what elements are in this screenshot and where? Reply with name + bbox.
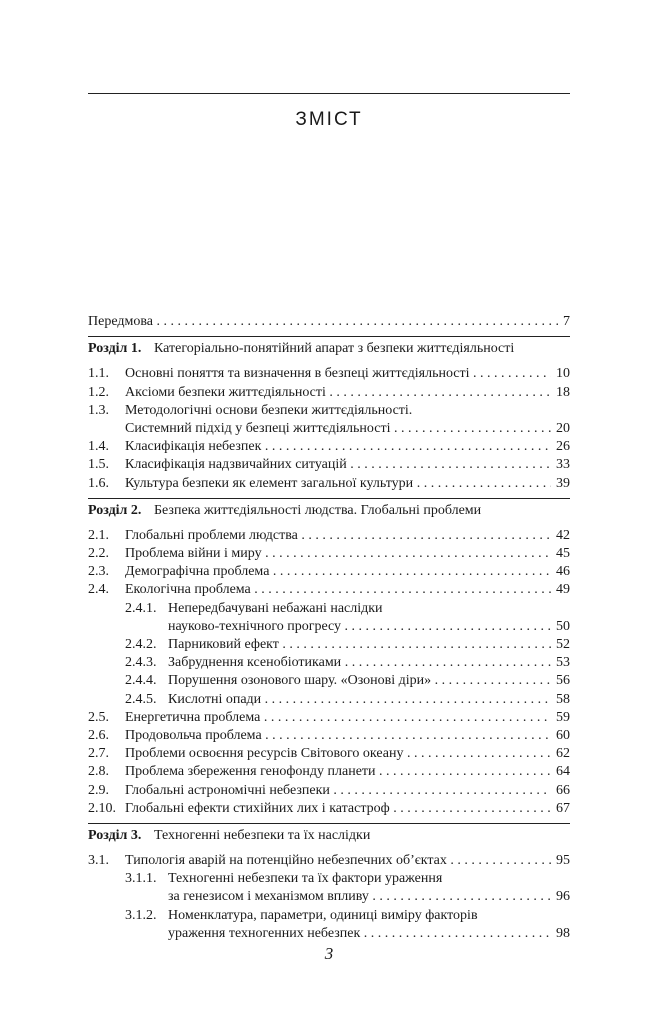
toc-entry-page: 26 <box>551 438 570 456</box>
toc-entry-page: 45 <box>551 545 570 563</box>
toc-entry-title: Демографічна проблема . . . <box>125 563 570 581</box>
toc-entry-page: 46 <box>551 563 570 581</box>
toc-entry-title: Глобальні ефекти стихійних лих і катастроф . . . <box>125 800 570 818</box>
toc-entry-page: 53 <box>551 654 570 672</box>
toc-subentry[interactable] <box>88 907 570 925</box>
toc-entry-number: 3.1. <box>88 853 109 869</box>
toc-entry[interactable] <box>88 456 570 474</box>
toc-entry-number: 2.10. <box>88 800 116 816</box>
toc-entry-number: 1.6. <box>88 475 109 491</box>
toc-subentry[interactable] <box>88 691 570 709</box>
section-heading-1[interactable] <box>88 340 570 358</box>
toc-entry-title: Енергетична проблема . . . <box>125 709 570 727</box>
toc-entry-page: 67 <box>551 800 570 818</box>
toc-entry-title: Культура безпеки як елемент загальної культури . . . <box>125 475 570 493</box>
toc-entry[interactable] <box>88 709 570 727</box>
toc-entry[interactable] <box>88 365 570 383</box>
toc-entry-number: 1.4. <box>88 439 109 455</box>
toc-entry-number: 2.4.2. <box>125 637 157 652</box>
toc-entry-title: Забруднення ксенобіотиками . . . <box>168 654 570 672</box>
toc-entry-preface[interactable] <box>88 313 570 331</box>
toc-entry-page: 59 <box>551 709 570 727</box>
section-divider <box>88 823 570 824</box>
section-divider <box>88 498 570 499</box>
toc-entry-number: 1.3. <box>88 402 109 418</box>
toc-entry-number: 2.7. <box>88 746 109 762</box>
section-number: Розділ 3. <box>88 827 142 843</box>
toc-entry-page: 98 <box>551 925 570 943</box>
toc-entry-number: 2.4.1. <box>125 600 157 616</box>
toc-entry-title: Продовольча проблема . . . <box>125 727 570 745</box>
toc-entry-number: 2.8. <box>88 764 109 780</box>
toc-entry-title: Непередбачувані небажані наслідки <box>168 600 383 616</box>
toc-entry-title-cont: Системний підхід у безпеці життєдіяльності . . . <box>125 420 570 438</box>
toc-entry-number: 2.4.5. <box>125 691 157 707</box>
toc-entry-number: 3.1.2. <box>125 907 157 923</box>
toc-entry-page: 62 <box>551 745 570 763</box>
toc-entry[interactable] <box>88 581 570 599</box>
toc-entry[interactable] <box>88 745 570 763</box>
toc-subentry[interactable] <box>88 636 570 654</box>
toc-entry-title: Аксіоми безпеки життєдіяльності . . . <box>125 384 570 402</box>
section-heading-3[interactable] <box>88 827 570 845</box>
toc-entry-number: 2.4.4. <box>125 673 157 689</box>
toc-entry-title: Методологічні основи безпеки життєдіяльності. <box>125 402 413 418</box>
toc-entry[interactable] <box>88 527 570 545</box>
section-number: Розділ 1. <box>88 341 142 357</box>
toc-entry-title: Проблеми освоєння ресурсів Світового океану . . . <box>125 745 570 763</box>
toc-entry-page: 18 <box>551 384 570 402</box>
toc-entry-number: 1.1. <box>88 366 109 382</box>
toc-entry-title-cont: науково-технічного прогресу . . . <box>168 618 570 636</box>
toc-entry-page: 95 <box>551 852 570 870</box>
toc-entry-title-cont: ураження техногенних небезпек . . . <box>168 925 570 943</box>
toc-subentry-continuation[interactable] <box>88 618 570 636</box>
toc-subentry[interactable] <box>88 654 570 672</box>
toc-entry-title: Екологічна проблема . . . <box>125 581 570 599</box>
toc-entry[interactable] <box>88 475 570 493</box>
toc-entry-continuation[interactable] <box>88 420 570 438</box>
section-number: Розділ 2. <box>88 502 142 518</box>
toc-entry-page: 96 <box>551 888 570 906</box>
toc-entry[interactable] <box>88 800 570 818</box>
toc-entry[interactable] <box>88 852 570 870</box>
toc-entry-title: Типологія аварій на потенційно небезпечних об’єктах . . . <box>125 852 570 870</box>
toc-entry-number: 2.2. <box>88 546 109 562</box>
toc-subentry-continuation[interactable] <box>88 888 570 906</box>
toc-entry-number: 2.5. <box>88 709 109 725</box>
section-heading-2[interactable] <box>88 502 570 520</box>
toc-entry-title: Кислотні опади . . . <box>168 691 570 709</box>
toc-entry[interactable] <box>88 545 570 563</box>
toc-entry-title: Парниковий ефект . . . <box>168 636 570 654</box>
toc-entry[interactable] <box>88 563 570 581</box>
toc-entry-number: 1.2. <box>88 384 109 400</box>
toc-entry-title: Класифікація надзвичайних ситуацій . . . <box>125 456 570 474</box>
toc-entry-title: Передмова . . . <box>88 313 570 331</box>
toc-entry-title: Проблема збереження генофонду планети . . . <box>125 763 570 781</box>
toc-entry-number: 2.4.3. <box>125 655 157 671</box>
toc-entry-page: 58 <box>551 691 570 709</box>
toc-entry-page: 56 <box>551 672 570 690</box>
section-divider <box>88 336 570 337</box>
section-title: Техногенні небезпеки та їх наслідки <box>154 827 371 843</box>
toc-entry-number: 2.6. <box>88 727 109 743</box>
toc-entry-page: 49 <box>551 581 570 599</box>
table-of-contents <box>88 313 570 943</box>
toc-entry-number: 1.5. <box>88 457 109 473</box>
toc-entry-title: Глобальні проблеми людства . . . <box>125 527 570 545</box>
toc-entry-number: 2.4. <box>88 582 109 598</box>
toc-entry-title: Номенклатура, параметри, одиниці виміру факторів <box>168 907 478 923</box>
toc-entry-number: 2.1. <box>88 527 109 543</box>
toc-entry[interactable] <box>88 727 570 745</box>
toc-entry-title: Техногенні небезпеки та їх фактори ураження <box>168 871 443 887</box>
section-title: Безпека життєдіяльності людства. Глобальні проблеми <box>154 502 482 518</box>
toc-entry[interactable] <box>88 402 570 420</box>
toc-entry-title: Проблема війни і миру . . . <box>125 545 570 563</box>
toc-entry-title: Порушення озонового шару. «Озонові діри» . . . <box>168 672 570 690</box>
toc-entry[interactable] <box>88 384 570 402</box>
toc-entry-page: 42 <box>551 527 570 545</box>
toc-entry-number: 2.9. <box>88 782 109 798</box>
toc-entry-page: 33 <box>551 456 570 474</box>
toc-entry-title: Глобальні астрономічні небезпеки . . . <box>125 782 570 800</box>
toc-entry-page: 50 <box>551 618 570 636</box>
toc-entry-title: Основні поняття та визначення в безпеці життєдіяльності . . . <box>125 365 570 383</box>
top-rule <box>88 93 570 94</box>
page-title: ЗМІСТ <box>295 109 363 130</box>
toc-subentry[interactable] <box>88 870 570 888</box>
section-title: Категоріально-понятійний апарат з безпеки життєдіяльності <box>154 341 515 357</box>
toc-entry-number: 2.3. <box>88 564 109 580</box>
toc-entry-page: 39 <box>551 475 570 493</box>
toc-entry-page: 52 <box>551 636 570 654</box>
toc-entry-title-cont: за генезисом і механізмом впливу . . . <box>168 888 570 906</box>
toc-entry-page: 60 <box>551 727 570 745</box>
toc-entry-page: 66 <box>551 782 570 800</box>
toc-entry-number: 3.1.1. <box>125 871 157 887</box>
toc-subentry[interactable] <box>88 600 570 618</box>
toc-entry[interactable] <box>88 438 570 456</box>
toc-subentry[interactable] <box>88 672 570 690</box>
toc-entry[interactable] <box>88 782 570 800</box>
toc-subentry-continuation[interactable] <box>88 925 570 943</box>
toc-entry[interactable] <box>88 763 570 781</box>
page-number: 3 <box>324 944 334 963</box>
toc-entry-title: Класифікація небезпек . . . <box>125 438 570 456</box>
toc-entry-page: 7 <box>558 313 570 331</box>
toc-entry-page: 20 <box>551 420 570 438</box>
toc-entry-page: 64 <box>551 763 570 781</box>
toc-entry-page: 10 <box>551 365 570 383</box>
